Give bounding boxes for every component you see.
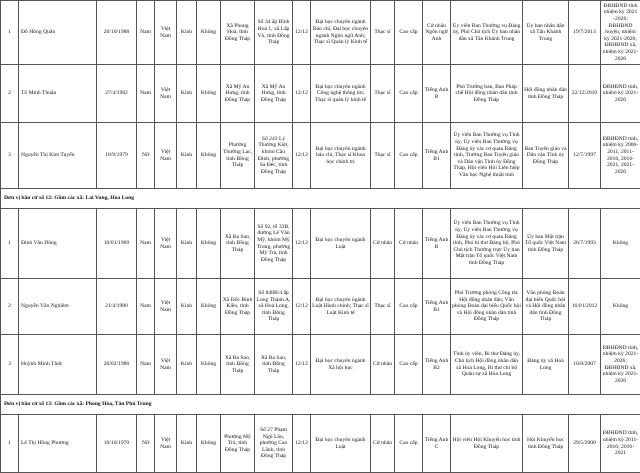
cell-hometown: Xã Phong Hoà, tỉnh Đồng Tháp bbox=[221, 1, 255, 65]
cell-specialty: Đại học chuyên ngành báo chí, Thạc sĩ Khoa học chính trị bbox=[311, 123, 371, 189]
cell-religion: Không bbox=[197, 335, 221, 395]
cell-general-edu: 12/12 bbox=[293, 1, 311, 65]
cell-gender: Nam bbox=[137, 335, 155, 395]
cell-name: Đinh Văn Dũng bbox=[19, 209, 97, 279]
cell-specialty: Đại học chuyên ngành Luật bbox=[311, 415, 371, 473]
cell-general-edu: 12/12 bbox=[293, 335, 311, 395]
cell-nationality: Việt Nam bbox=[155, 209, 177, 279]
cell-dob: 10/10/1970 bbox=[97, 415, 137, 473]
cell-delegate: ĐBHĐND tỉnh, nhiệm kỳ 2006-2011, 2011-2016, 2016-2021, 2021-2026 bbox=[601, 123, 640, 189]
cell-nationality: Việt Nam bbox=[155, 1, 177, 65]
cell-politics: Cao cấp bbox=[395, 415, 423, 473]
cell-party-date: 29/5/2000 bbox=[569, 415, 601, 473]
cell-delegate: ĐBHĐND tỉnh, nhiệm kỳ 2021-2026; ĐBHĐND xã, nhiệm kỳ 2021-2026 bbox=[601, 335, 640, 395]
cell-delegate: ĐBHĐND tỉnh nhiệm kỳ 2021 -2026; ĐBHĐND huyện, nhiệm kỳ 2021-2026; ĐBHĐND xã, nhiệm kỳ 2021-2026 bbox=[601, 1, 640, 65]
cell-name: Nguyễn Văn Nghiêm bbox=[19, 279, 97, 335]
cell-hometown: Xã Đốc Binh Kiều, tỉnh Đồng Tháp bbox=[221, 279, 255, 335]
section-label: Đơn vị bầu cử số 13: Gồm các xã: Phong Hòa, Tân Phú Trung bbox=[1, 395, 640, 415]
cell-dob: 27/4/1982 bbox=[97, 65, 137, 123]
cell-position: Tỉnh ủy viên, Bí thư Đảng ủy, Chủ tịch Hội đồng nhân dân xã Hoà Long, Bí thư chi bộ Quân sự xã Hòa Long bbox=[451, 335, 523, 395]
cell-workplace: Ủy ban Mặt trận Tổ quốc Việt Nam tỉnh Đồng Tháp bbox=[523, 209, 569, 279]
cell-delegate: Không bbox=[601, 209, 640, 279]
cell-position: Hội viên Hội Khuyến học tỉnh Đồng Tháp bbox=[451, 415, 523, 473]
cell-ethnicity: Kinh bbox=[177, 335, 197, 395]
cell-dob: 20/02/1986 bbox=[97, 335, 137, 395]
cell-general-edu: 12/12 bbox=[293, 279, 311, 335]
cell-gender: Nam bbox=[137, 1, 155, 65]
cell-degree: Cử nhân bbox=[371, 209, 395, 279]
cell-nationality: Việt Nam bbox=[155, 335, 177, 395]
cell-residence: Số 243 Lý Thường Kiệt, khóm Cầu Đình, phường Sa Đéc, tỉnh Đồng Tháp bbox=[255, 123, 293, 189]
candidate-table-body bbox=[1, 1, 640, 473]
cell-ethnicity: Kinh bbox=[177, 279, 197, 335]
cell-ethnicity: Kinh bbox=[177, 65, 197, 123]
cell-workplace: Ban Tuyên giáo và Dân vận Tỉnh ủy Đồng Tháp bbox=[523, 123, 569, 189]
cell-general-edu: 12/12 bbox=[293, 123, 311, 189]
cell-residence: Xã Ba Sao, tỉnh Đồng Tháp bbox=[255, 335, 293, 395]
cell-workplace: Hội đồng nhân dân tỉnh Đồng Tháp bbox=[523, 65, 569, 123]
cell-stt: 1 bbox=[1, 1, 19, 65]
cell-position: Ủy viên Ban Thường vụ Đảng ủy, Phó Chủ tịch Ủy ban nhân dân xã Tân Khánh Trung bbox=[451, 1, 523, 65]
cell-specialty: Đại học chuyên ngành Báo chí, Đại học chuyên ngành Ngôn ngữ Anh; Thạc sĩ Quản lý Kinh tế bbox=[311, 1, 371, 65]
cell-delegate: ĐBHĐND tỉnh, nhiệm kỳ 2011-2016; 2016-2021 bbox=[601, 415, 640, 473]
cell-politics: Cử nhân bbox=[395, 209, 423, 279]
cell-language: Tiếng Anh C bbox=[423, 415, 451, 473]
cell-ethnicity: Kinh bbox=[177, 415, 197, 473]
cell-gender: Nữ bbox=[137, 123, 155, 189]
candidate-row bbox=[1, 123, 640, 189]
cell-general-edu: 12/12 bbox=[293, 209, 311, 279]
cell-residence: Số 27 Phạm Ngũ Lão, phường Cao Lãnh, tỉnh Đồng Tháp bbox=[255, 415, 293, 473]
cell-specialty: Đại học chuyên ngành Luật bbox=[311, 209, 371, 279]
cell-party-date: 22/12/2010 bbox=[569, 65, 601, 123]
cell-general-edu: 12/12 bbox=[293, 65, 311, 123]
cell-residence: Số 848B/4 ấp Long Thành A, xã Hoà Long, tỉnh Đồng Tháp bbox=[255, 279, 293, 335]
cell-workplace: Ủy ban nhân dân xã Tân Khánh Trung bbox=[523, 1, 569, 65]
cell-dob: 20/10/1988 bbox=[97, 1, 137, 65]
candidate-row bbox=[1, 1, 640, 65]
cell-party-date: 26/7/1993 bbox=[569, 209, 601, 279]
cell-language: Tiếng Anh B2 bbox=[423, 335, 451, 395]
cell-residence: Số 34 ấp Bình Hoà 1, xã Lấp Vò, tỉnh Đồng Tháp bbox=[255, 1, 293, 65]
cell-stt: 1 bbox=[1, 209, 19, 279]
cell-religion: Không bbox=[197, 279, 221, 335]
cell-politics: Cao cấp bbox=[395, 279, 423, 335]
cell-name: Lê Thị Hồng Phượng bbox=[19, 415, 97, 473]
candidate-row bbox=[1, 65, 640, 123]
cell-degree: Thạc sĩ bbox=[371, 1, 395, 65]
cell-delegate: Không bbox=[601, 279, 640, 335]
cell-stt: 1 bbox=[1, 415, 19, 473]
cell-general-edu: 12/12 bbox=[293, 415, 311, 473]
candidate-row bbox=[1, 209, 640, 279]
cell-politics: Cao cấp bbox=[395, 1, 423, 65]
cell-nationality: Việt Nam bbox=[155, 279, 177, 335]
cell-specialty: Đại học chuyên ngành Luật Hành chính; Thạc sĩ Luật Kinh tế bbox=[311, 279, 371, 335]
cell-religion: Không bbox=[197, 123, 221, 189]
cell-position: Phó Trưởng ban, Ban Pháp chế Hội đồng nhân dân tỉnh Đồng Tháp bbox=[451, 65, 523, 123]
cell-ethnicity: Kinh bbox=[177, 1, 197, 65]
cell-position: Ủy viên Ban Thường vụ Tỉnh ủy, Ủy viên Ban Thường vụ Đảng ủy các cơ quan Đảng tỉnh, Trưởng Ban Tuyên giáo và Dân vận Tỉnh ủy Đồng Tháp, Hội viên Hội Liên hiệp Văn học Nghệ thuật tỉnh bbox=[451, 123, 523, 189]
cell-ethnicity: Kinh bbox=[177, 209, 197, 279]
cell-language: Tiếng Anh B1 bbox=[423, 279, 451, 335]
cell-hometown: Phường Mỹ Trà, tỉnh Đồng Tháp bbox=[221, 415, 255, 473]
candidate-row bbox=[1, 279, 640, 335]
cell-party-date: 12/7/1997 bbox=[569, 123, 601, 189]
cell-party-date: 19/7/2013 bbox=[569, 1, 601, 65]
cell-gender: Nam bbox=[137, 279, 155, 335]
cell-religion: Không bbox=[197, 1, 221, 65]
cell-nationality: Việt Nam bbox=[155, 123, 177, 189]
cell-degree: Thạc sĩ bbox=[371, 279, 395, 335]
cell-ethnicity: Kinh bbox=[177, 123, 197, 189]
cell-stt: 2 bbox=[1, 279, 19, 335]
cell-workplace: Đảng ủy xã Hoà Long bbox=[523, 335, 569, 395]
cell-degree: Cử nhân bbox=[371, 335, 395, 395]
cell-stt: 3 bbox=[1, 335, 19, 395]
cell-residence: Xã Mỹ An Hưng, tỉnh Đồng Tháp bbox=[255, 65, 293, 123]
cell-name: Tô Minh Thuận bbox=[19, 65, 97, 123]
cell-dob: 18/9/1979 bbox=[97, 123, 137, 189]
cell-politics: Cao cấp bbox=[395, 65, 423, 123]
cell-nationality: Việt Nam bbox=[155, 65, 177, 123]
cell-residence: Số 92, tổ 33B, đường Lê Văn Mỹ, khóm Mỹ Trung, phường Mỹ Trà, tỉnh Đồng Tháp bbox=[255, 209, 293, 279]
cell-position: Ủy viên Ban Thường vụ Tỉnh ủy, Ủy viên Ban Thường vụ Đảng ủy các cơ quan Đảng tỉnh, Phó bí thư Đảng bộ, Phó Chủ tịch Thường trực Ủy ban Mặt trận Tổ quốc Việt Nam tỉnh Đồng Tháp bbox=[451, 209, 523, 279]
cell-degree: Thạc sĩ bbox=[371, 123, 395, 189]
cell-gender: Nam bbox=[137, 209, 155, 279]
cell-religion: Không bbox=[197, 415, 221, 473]
cell-religion: Không bbox=[197, 65, 221, 123]
cell-gender: Nữ bbox=[137, 415, 155, 473]
cell-party-date: 10/8/2007 bbox=[569, 335, 601, 395]
cell-degree: Cử nhân bbox=[371, 415, 395, 473]
cell-name: Đỗ Hồng Quân bbox=[19, 1, 97, 65]
cell-hometown: Xã Mỹ An Hưng, tỉnh Đồng Tháp bbox=[221, 65, 255, 123]
cell-specialty: Đại học chuyên ngành Công nghệ thông tin; Thạc sĩ quản lý kinh tế bbox=[311, 65, 371, 123]
cell-position: Phó Trưởng phòng Công tác Hội đồng nhân dân, Văn phòng Đoàn đại biểu Quốc hội và Hội đồng nhân dân tỉnh Đồng Tháp bbox=[451, 279, 523, 335]
cell-name: Huỳnh Minh Thức bbox=[19, 335, 97, 395]
cell-politics: Cao cấp bbox=[395, 123, 423, 189]
cell-stt: 2 bbox=[1, 65, 19, 123]
cell-gender: Nam bbox=[137, 65, 155, 123]
cell-stt: 3 bbox=[1, 123, 19, 189]
section-header-row bbox=[1, 189, 640, 209]
cell-hometown: Xã Ba Sao, tỉnh Đồng Tháp bbox=[221, 335, 255, 395]
cell-dob: 10/01/1969 bbox=[97, 209, 137, 279]
cell-hometown: Xã Ba Sao, tỉnh Đồng Tháp bbox=[221, 209, 255, 279]
cell-degree: Thạc sĩ bbox=[371, 65, 395, 123]
cell-specialty: Đại học chuyên ngành Xã hội học bbox=[311, 335, 371, 395]
cell-dob: 21/4/1980 bbox=[97, 279, 137, 335]
cell-hometown: Phường Thường Lạc, tỉnh Đồng Tháp bbox=[221, 123, 255, 189]
cell-delegate: ĐBHĐND tỉnh, nhiệm kỳ 2021-2026 bbox=[601, 65, 640, 123]
cell-workplace: Hội Khuyến học tỉnh Đồng Tháp bbox=[523, 415, 569, 473]
cell-party-date: 16/01/2012 bbox=[569, 279, 601, 335]
section-label: Đơn vị bầu cử số 12: Gồm các xã: Lai Vung, Hòa Long bbox=[1, 189, 640, 209]
cell-language: Tiếng Anh B bbox=[423, 65, 451, 123]
candidate-row bbox=[1, 335, 640, 395]
cell-language: Tiếng Anh B1 bbox=[423, 123, 451, 189]
candidate-row bbox=[1, 415, 640, 473]
cell-workplace: Văn phòng Đoàn đại biểu Quốc hội và Hội đồng nhân dân tỉnh Đồng Tháp bbox=[523, 279, 569, 335]
cell-politics: Cao cấp bbox=[395, 335, 423, 395]
cell-name: Nguyễn Thị Kim Tuyến bbox=[19, 123, 97, 189]
section-header-row bbox=[1, 395, 640, 415]
cell-religion: Không bbox=[197, 209, 221, 279]
cell-language: Tiếng Anh B bbox=[423, 209, 451, 279]
cell-language: Cử nhân Ngôn ngữ Anh bbox=[423, 1, 451, 65]
cell-nationality: Việt Nam bbox=[155, 415, 177, 473]
